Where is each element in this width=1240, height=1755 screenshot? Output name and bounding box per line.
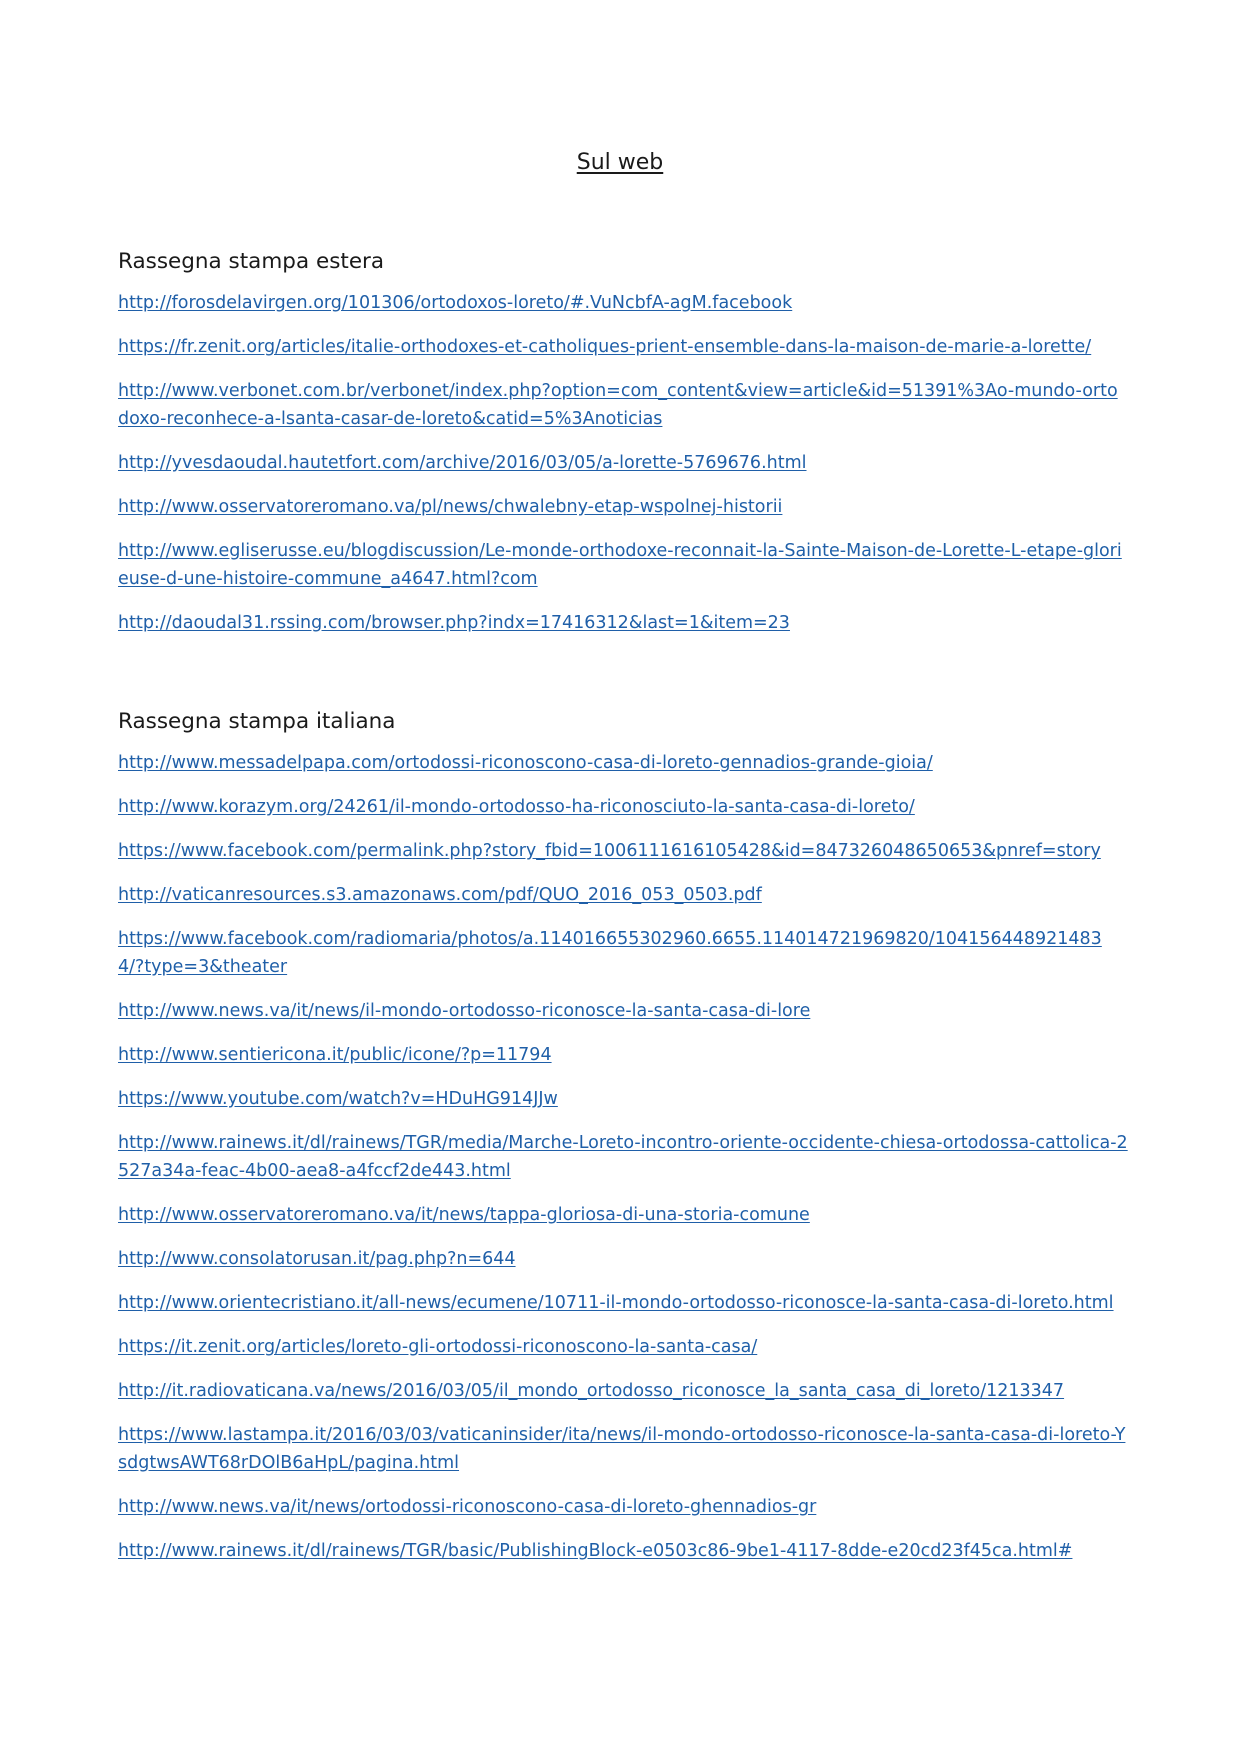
web-link[interactable]: https://www.facebook.com/radiomaria/photos/a.114016655302960.6655.114014721969820/1041564489214834/?type=3&theater	[118, 929, 1102, 977]
list-item	[118, 1245, 1128, 1273]
web-link[interactable]: http://it.radiovaticana.va/news/2016/03/05/il_mondo_ortodosso_riconosce_la_santa_casa_di_loreto/1213347	[118, 1381, 1065, 1401]
list-item	[118, 537, 1128, 593]
web-link[interactable]: https://fr.zenit.org/articles/italie-orthodoxes-et-catholiques-prient-ensemble-dans-la-maison-de-marie-a-lorette/	[118, 337, 1092, 357]
web-link[interactable]: http://www.egliserusse.eu/blogdiscussion/Le-monde-orthodoxe-reconnait-la-Sainte-Maison-de-Lorette-L-etape-glorieuse-d-une-histoire-commune_a4647.html?com	[118, 541, 1122, 589]
web-link[interactable]: http://www.news.va/it/news/ortodossi-riconoscono-casa-di-loreto-ghennadios-gr	[118, 1497, 817, 1517]
section-heading: Rassegna stampa italiana	[118, 709, 396, 734]
list-item	[118, 1333, 1128, 1361]
section-foreign-press	[118, 248, 1128, 653]
list-item	[118, 1537, 1128, 1565]
list-item	[118, 289, 1128, 317]
web-link[interactable]: http://www.consolatorusan.it/pag.php?n=644	[118, 1249, 516, 1269]
section-heading: Rassegna stampa estera	[118, 249, 385, 274]
link-list	[118, 749, 1128, 1565]
list-item	[118, 1201, 1128, 1229]
list-item	[118, 1041, 1128, 1069]
list-item	[118, 449, 1128, 477]
list-item	[118, 1085, 1128, 1113]
list-item	[118, 837, 1128, 865]
web-link[interactable]: http://vaticanresources.s3.amazonaws.com/pdf/QUO_2016_053_0503.pdf	[118, 885, 762, 905]
list-item	[118, 377, 1128, 433]
list-item	[118, 1493, 1128, 1521]
list-item	[118, 997, 1128, 1025]
list-item	[118, 333, 1128, 361]
list-item	[118, 749, 1128, 777]
web-link[interactable]: http://www.verbonet.com.br/verbonet/index.php?option=com_content&view=article&id=51391%3Ao-mundo-ortodoxo-reconhece-a-lsanta-casar-de-loreto&catid=5%3Anoticias	[118, 381, 1118, 429]
list-item	[118, 1129, 1128, 1185]
web-link[interactable]: http://www.osservatoreromano.va/pl/news/chwalebny-etap-wspolnej-historii	[118, 497, 783, 517]
list-item	[118, 1421, 1128, 1477]
link-list	[118, 289, 1128, 637]
list-item	[118, 609, 1128, 637]
list-item	[118, 1289, 1128, 1317]
web-link[interactable]: http://forosdelavirgen.org/101306/ortodoxos-loreto/#.VuNcbfA-agM.facebook	[118, 293, 793, 313]
web-link[interactable]: http://www.korazym.org/24261/il-mondo-ortodosso-ha-riconosciuto-la-santa-casa-di-loreto/	[118, 797, 915, 817]
web-link[interactable]: https://www.lastampa.it/2016/03/03/vaticaninsider/ita/news/il-mondo-ortodosso-riconosce-la-santa-casa-di-loreto-YsdgtwsAWT68rDOlB6aHpL/pagina.html	[118, 1425, 1126, 1473]
web-link[interactable]: https://www.youtube.com/watch?v=HDuHG914JJw	[118, 1089, 558, 1109]
web-link[interactable]: http://yvesdaoudal.hautetfort.com/archive/2016/03/05/a-lorette-5769676.html	[118, 453, 807, 473]
web-link[interactable]: http://www.orientecristiano.it/all-news/ecumene/10711-il-mondo-ortodosso-riconosce-la-santa-casa-di-loreto.html	[118, 1293, 1114, 1313]
web-link[interactable]: http://daoudal31.rssing.com/browser.php?indx=17416312&last=1&item=23	[118, 613, 790, 633]
web-link[interactable]: http://www.rainews.it/dl/rainews/TGR/media/Marche-Loreto-incontro-oriente-occidente-chiesa-ortodossa-cattolica-2527a34a-feac-4b00-aea8-a4fccf2de443.html	[118, 1133, 1128, 1181]
web-link[interactable]: http://www.sentiericona.it/public/icone/?p=11794	[118, 1045, 552, 1065]
web-link[interactable]: http://www.messadelpapa.com/ortodossi-riconoscono-casa-di-loreto-gennadios-grande-gioia/	[118, 753, 933, 773]
web-link[interactable]: https://it.zenit.org/articles/loreto-gli-ortodossi-riconoscono-la-santa-casa/	[118, 1337, 758, 1357]
list-item	[118, 793, 1128, 821]
web-link[interactable]: http://www.osservatoreromano.va/it/news/tappa-gloriosa-di-una-storia-comune	[118, 1205, 810, 1225]
list-item	[118, 925, 1128, 981]
web-link[interactable]: https://www.facebook.com/permalink.php?story_fbid=1006111616105428&id=847326048650653&pnref=story	[118, 841, 1101, 861]
web-link[interactable]: http://www.news.va/it/news/il-mondo-ortodosso-riconosce-la-santa-casa-di-lore	[118, 1001, 811, 1021]
list-item	[118, 493, 1128, 521]
list-item	[118, 881, 1128, 909]
section-italian-press	[118, 708, 1128, 1581]
web-link[interactable]: http://www.rainews.it/dl/rainews/TGR/basic/PublishingBlock-e0503c86-9be1-4117-8dde-e20cd23f45ca.html#	[118, 1541, 1073, 1561]
list-item	[118, 1377, 1128, 1405]
page-title: Sul web	[576, 150, 664, 175]
